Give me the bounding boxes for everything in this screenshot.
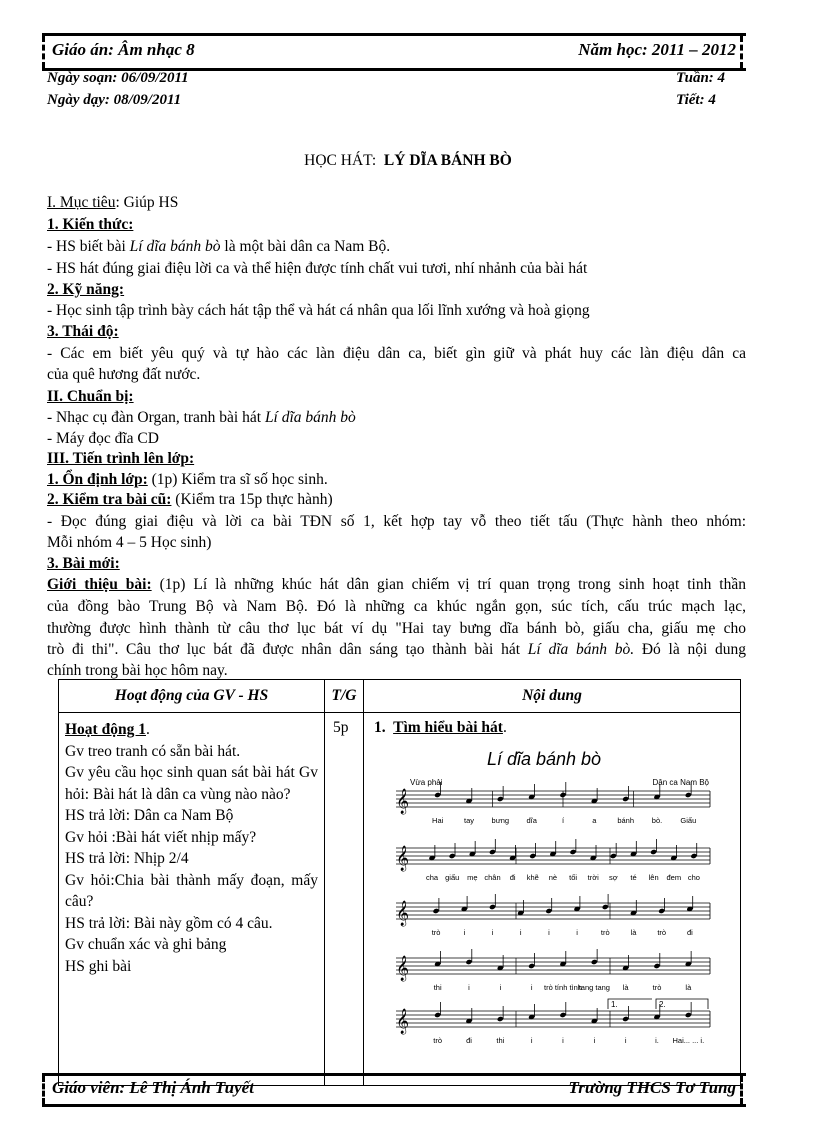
attitude-line-1: - Các em biết yêu quý và tự hào các làn điệu dân ca, biết gìn giữ và phát huy các làn điệu dân ca <box>47 345 746 362</box>
content-heading: Tìm hiểu bài hát <box>393 719 503 736</box>
intro-4-song: Lí dĩa bánh bò. <box>527 641 635 658</box>
lyric-syllable: trò <box>657 928 667 937</box>
treble-clef: 𝄞 <box>396 845 410 870</box>
col-header-activity: Hoạt động của GV - HS <box>59 680 325 713</box>
knowledge-item-1 <box>47 237 746 257</box>
intro-line-1 <box>47 575 746 595</box>
score-tempo: Vừa phải <box>410 778 443 787</box>
lyric-syllable: là <box>685 983 692 992</box>
lyric-syllable: Hai <box>432 816 444 825</box>
lyric-syllable: là <box>630 928 637 937</box>
lyric-syllable: i <box>463 928 466 937</box>
process-heading-label: III. Tiến trình lên lớp: <box>47 450 195 467</box>
score-origin: Dân ca Nam Bộ <box>652 778 709 787</box>
step1-text: (1p) Kiểm tra sĩ số học sinh. <box>147 471 328 488</box>
objectives-heading-rest: : Giúp HS <box>115 194 179 211</box>
intro-line-5: chính trong bài học hôm nay. <box>47 662 228 679</box>
lyric-syllable: i <box>593 1036 596 1043</box>
lyric-syllable: nè <box>548 873 558 882</box>
skills-heading <box>47 280 746 300</box>
activity-line: Gv treo tranh có sẵn bài hát. <box>65 742 241 760</box>
activity-cell: Hoạt động 1. Gv treo tranh có sẵn bài hát. Gv yêu cầu học sinh quan sát bài hát Gv hỏi: Bài hát là dân ca vùng nào nào? HS trả lời: Dân ca Nam Bộ Gv hỏi :Bài hát viết nhịp mấy? HS trả lời: Nhịp 2/4 Gv hỏi:Chia bài thành mấy đoạn, mấy câu? HS trả lời: Bài này gồm có 4 câu. Gv chuẩn xác và ghi bảng HS ghi bài <box>59 713 325 1086</box>
col-header-time: T/G <box>325 680 364 713</box>
attitude-heading-label: 3. Thái độ: <box>47 323 119 340</box>
skills-heading-label: 2. Kỹ năng: <box>47 281 125 298</box>
step2-heading: 2. Kiểm tra bài cũ: <box>47 491 172 508</box>
page-title <box>0 152 816 170</box>
lyric-syllable: tối <box>569 873 578 882</box>
step-1 <box>47 470 746 490</box>
activity-lines <box>65 741 318 978</box>
intro-4a: trò đi thi". Câu thơ lục bát đã được nhân dân sáng tạo thành bài hát <box>47 641 528 658</box>
lyric-syllable: Giấu <box>680 816 697 825</box>
activity-line: HS trả lời: Dân ca Nam Bộ <box>65 807 234 824</box>
lyric-syllable: trời <box>587 873 599 882</box>
step-2 <box>47 490 746 510</box>
page-header <box>42 33 746 71</box>
lyric-syllable: giấu <box>445 873 460 882</box>
lyric-syllable: i <box>491 928 494 937</box>
lyric-syllable: đi <box>466 1036 472 1043</box>
prep-heading <box>47 387 746 407</box>
lyric-syllable: trò tính tình <box>544 983 582 992</box>
lyric-syllable: bánh <box>617 816 635 825</box>
activity-table <box>58 679 741 1086</box>
activity-line: HS trả lời: Bài này gồm có 4 câu. <box>65 914 273 932</box>
volta-label: 1. <box>611 1000 618 1009</box>
knowledge-heading <box>47 215 746 235</box>
treble-clef: 𝄞 <box>396 1008 410 1033</box>
step3-heading: 3. Bài mới: <box>47 555 120 572</box>
lyric-syllable: i. <box>655 1036 659 1043</box>
content-cell: 1. Tìm hiểu bài hát. Lí dĩa bánh bò Vừa phải Dân ca Nam Bộ 𝄞 Hai tay bưng dĩa í a bánh bò. Giấu 𝄞 cha giấu mẹ chân đi khẽ nè tối trời sợ té lên đem cho 𝄞 trò i i i i i trò là trò đi 𝄞 thi i i i trò tính tình tang tang là trò là 𝄞 trò đi thi i i i i i. Hai... ... i. 1. 2. <box>364 713 741 1086</box>
period: Tiết: 4 <box>676 92 716 108</box>
activity-title: Hoạt động 1 <box>65 721 146 738</box>
staves <box>396 782 710 1043</box>
lyric-syllable: dĩa <box>526 816 537 825</box>
header-subject: Giáo án: Âm nhạc 8 <box>52 40 195 59</box>
lyric-syllable: bưng <box>491 816 510 825</box>
process-heading <box>47 449 746 469</box>
lyric-syllable: cha <box>426 873 439 882</box>
p1-a: - Nhạc cụ đàn Organ, tranh bài hát <box>47 409 265 426</box>
lyric-syllable: khẽ <box>526 873 539 882</box>
lyric-syllable: trò <box>433 1036 443 1043</box>
sheet-music <box>374 743 714 1043</box>
volta-label: 2. <box>659 1000 666 1009</box>
lyric-syllable: i <box>519 928 522 937</box>
prep-item-1 <box>47 408 746 428</box>
lyric-syllable: đi <box>686 928 693 937</box>
intro-line-2: của đồng bào Trung Bộ và Nam Bộ. Đó là những ca khúc ngắn gọn, súc tích, cấu trúc mạch lạc, <box>47 598 746 615</box>
week: Tuần: 4 <box>676 70 726 86</box>
intro-4b: Đó là nội dung <box>634 641 746 658</box>
prep-heading-label: II. Chuẩn bị: <box>47 388 134 405</box>
lyric-syllable: thi <box>433 983 442 992</box>
score-title: Lí dĩa bánh bò <box>486 749 602 769</box>
activity-line: Gv yêu cầu học sinh quan sát bài hát Gv hỏi: Bài hát là dân ca vùng nào nào? <box>65 764 318 803</box>
activity-line: Gv hỏi :Bài hát viết nhịp mấy? <box>65 828 257 846</box>
k1-b: là một bài dân ca Nam Bộ. <box>220 238 391 255</box>
activity-line: HS ghi bài <box>65 957 132 975</box>
page-footer <box>42 1073 746 1107</box>
lyric-syllable: a <box>592 816 597 825</box>
step2-line-1: - Đọc đúng giai điệu và lời ca bài TĐN số 1, kết hợp tay vỗ theo tiết tấu (Thực hành theo nhóm: <box>47 513 746 530</box>
p1-song: Lí dĩa bánh bò <box>264 409 356 426</box>
lyric-syllable: i <box>499 983 502 992</box>
intro-line-3: thường được hình thành từ câu thơ lục bát ví dụ "Hai tay bưng dĩa bánh bò, giấu cha, giấu mẹ cho <box>47 620 746 637</box>
lyric-syllable: là <box>622 983 629 992</box>
objectives-heading-label: I. Mục tiêu <box>47 194 116 211</box>
step2-text: (Kiểm tra 15p thực hành) <box>171 491 333 508</box>
objectives-heading <box>47 193 746 213</box>
lyric-syllable: í <box>561 816 565 825</box>
k1-a: - HS biết bài <box>47 238 130 255</box>
lyric-syllable: i <box>530 1036 533 1043</box>
lyric-syllable: tang tang <box>578 983 610 992</box>
treble-clef: 𝄞 <box>396 788 410 813</box>
lyric-syllable: đem <box>666 873 682 882</box>
lyric-syllable: trò <box>652 983 662 992</box>
title-name: LÝ DĨA BÁNH BÒ <box>383 152 512 169</box>
activity-line: Gv chuẩn xác và ghi bảng <box>65 936 227 953</box>
lyric-syllable: i <box>468 983 470 992</box>
step-3 <box>47 554 746 574</box>
prep-date: Ngày soạn: 06/09/2011 <box>47 70 189 86</box>
lyric-syllable: trò <box>600 928 610 937</box>
intro-heading: Giới thiệu bài: <box>47 576 152 593</box>
k1-song: Lí dĩa bánh bò <box>129 238 221 255</box>
treble-clef: 𝄞 <box>396 955 410 980</box>
lyric-syllable: cho <box>687 873 700 882</box>
time-cell: 5p <box>325 713 364 1086</box>
content-num: 1. <box>374 719 386 736</box>
lyric-syllable: i <box>530 983 533 992</box>
lyric-syllable: tay <box>463 816 475 825</box>
activity-line: Gv hỏi:Chia bài thành mấy đoạn, mấy câu? <box>65 871 318 910</box>
lyric-syllable: đi <box>509 873 516 882</box>
knowledge-heading-label: 1. Kiến thức: <box>47 216 134 233</box>
teach-date: Ngày dạy: 08/09/2011 <box>47 92 182 108</box>
step2-line-2: Mỗi nhóm 4 – 5 Học sinh) <box>47 534 212 551</box>
lyric-syllable: i <box>548 928 550 937</box>
lyric-syllable: bò. <box>651 816 663 825</box>
knowledge-item-2: - HS hát đúng giai điệu lời ca và thể hiện được tính chất vui tươi, nhí nhảnh của bài hát <box>47 260 588 277</box>
col-header-content: Nội dung <box>364 680 741 713</box>
footer-school: Trường THCS Tơ Tung <box>568 1078 736 1097</box>
lyric-syllable: té <box>630 873 637 882</box>
step1-heading: 1. Ổn định lớp: <box>47 471 148 488</box>
treble-clef: 𝄞 <box>396 900 410 925</box>
lyric-syllable: lên <box>648 873 659 882</box>
lyric-syllable: Hai... ... i. <box>672 1036 705 1043</box>
lyric-syllable: trò <box>431 928 441 937</box>
footer-teacher: Giáo viên: Lê Thị Ánh Tuyết <box>52 1078 254 1097</box>
attitude-line-2: của quê hương đất nước. <box>47 366 201 383</box>
lyric-syllable: i <box>624 1036 627 1043</box>
header-year: Năm học: 2011 – 2012 <box>578 40 736 59</box>
lyric-syllable: chân <box>484 873 501 882</box>
title-prefix: HỌC HÁT: <box>304 152 377 169</box>
lyric-syllable: sợ <box>609 873 618 882</box>
skills-item-1: - Học sinh tập trình bày cách hát tập thể và hát cá nhân qua lối lĩnh xướng và hoà giọng <box>47 302 590 319</box>
lyric-syllable: mẹ <box>467 873 478 882</box>
lyric-syllable: thi <box>496 1036 505 1043</box>
intro-text-1: (1p) Lí là những khúc hát dân gian chiếm vị trí quan trọng trong sinh hoạt tinh thần <box>151 576 746 593</box>
intro-line-4 <box>47 640 746 660</box>
prep-item-2: - Máy đọc đĩa CD <box>47 430 159 447</box>
activity-line: HS trả lời: Nhịp 2/4 <box>65 850 189 867</box>
lyric-syllable: i <box>576 928 578 937</box>
lyric-syllable: i <box>562 1036 564 1043</box>
attitude-heading <box>47 322 746 342</box>
